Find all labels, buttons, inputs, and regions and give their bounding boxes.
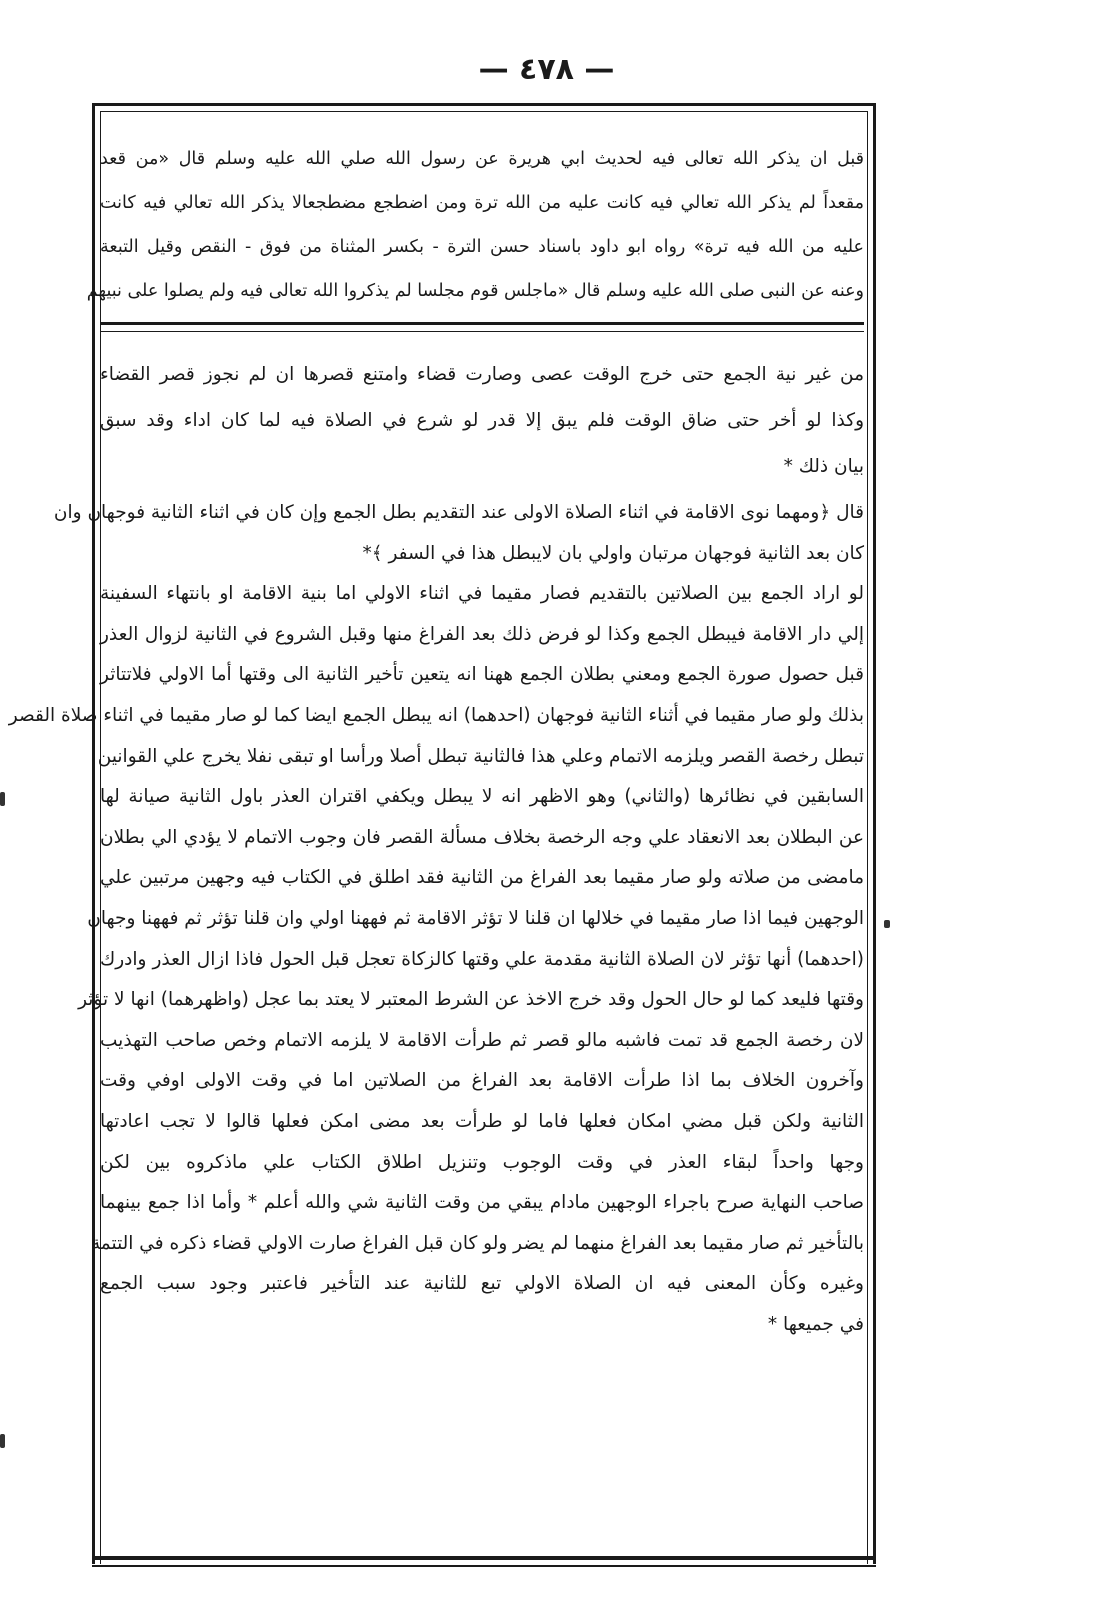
text-line: وعنه عن النبى صلى الله عليه وسلم قال «ماجلس قوم مجلسا لم يذكروا الله تعالى فيه ولم يصلوا على نبيهم [86,281,864,301]
main-text-block [8,493,864,1345]
section-divider [100,322,864,325]
bottom-rule-thin [92,1565,876,1567]
text-line: من غير نية الجمع حتى خرج الوقت عصى وصارت قضاء وامتنع قصرها ان لم نجوز قصر القضاء [100,364,864,385]
text-line: قال ﴿ومهما نوى الاقامة في اثناء الصلاة الاولى عند التقديم بطل الجمع وإن كان في اثناء الثانية فوجهان وان [53,502,864,523]
text-line: مامضى من صلاته ولو صار مقيما بعد الفراغ من الثانية فقد اطلق في الكتاب فيه وجهين مرتبين علي [100,867,864,889]
text-line: وآخرون الخلاف بما اذا طرأت الاقامة بعد الفراغ من الصلاتين اما في وقت الاولى اوفي وقت [100,1070,864,1092]
text-line: (احدهما) أنها تؤثر لان الصلاة الثانية مقدمة علي وقتها كالزكاة تعجل قبل الحول فاذا ازال العذر وادرك [100,948,864,970]
text-line: الوجهين فيما اذا صار مقيما في خلالها ان قلنا لا تؤثر الاقامة ثم فههنا اولي وان قلنا تؤثر ثم فههنا وجهان [87,907,864,929]
text-line: قبل حصول صورة الجمع ومعني بطلان الجمع ههنا انه يتعين تأخير الثانية الى وقتها أما الاولي فلاتتاثر [100,664,864,686]
page-number: — ٤٧٨ — [478,52,615,87]
scan-edge-mark [0,792,5,806]
section-divider-thin [100,331,864,332]
text-line: مقعداً لم يذكر الله تعالي فيه كانت عليه من الله ترة ومن اضطجع مضطجعالا يذكر الله تعالي فيه كانت [100,193,864,213]
text-line: وكذا لو أخر حتى ضاق الوقت فلم يبق إلا قدر لو شرع في الصلاة فيه لما كان اداء وقد سبق [100,410,864,431]
text-line: لان رخصة الجمع قد تمت فاشبه مالو قصر ثم طرأت الاقامة لا يلزمه الاتمام وخص صاحب التهذيب [100,1029,864,1051]
text-line: في جميعها * [767,1313,864,1335]
text-line: الثانية ولكن قبل مضي امكان فعلها فاما لو طرأت بعد مضى امكن فعلها قالوا لا تجب اعادتها [100,1110,864,1132]
text-line: عليه من الله فيه ترة» رواه ابو داود باسناد حسن الترة - بكسر المثناة من فوق - النقص وقيل التبعة [100,237,864,257]
scan-speck [884,920,890,928]
text-line: بيان ذلك * [783,456,864,477]
text-line: وغيره وكأن المعنى فيه ان الصلاة الاولي تبع للثانية عند التأخير فاعتبر وجود سبب الجمع [100,1273,864,1295]
text-line: عن البطلان بعد الانعقاد علي وجه الرخصة بخلاف مسألة القصر فان وجوب الاتمام لا يؤدي الي بطلان [100,826,864,848]
middle-text-block [100,352,864,490]
text-line: إلي دار الاقامة فيبطل الجمع وكذا لو فرض ذلك بعد الفراغ منها وقبل الشروع في الثانية لزوال العذر [100,623,864,645]
text-line: كان بعد الثانية فوجهان مرتبان واولي بان لايبطل هذا في السفر ﴾* [362,542,864,564]
text-line: لو اراد الجمع بين الصلاتين بالتقديم فصار مقيما في اثناء الاولي اما بنية الاقامة او بانتهاء السفينة [100,583,864,605]
text-line: قبل ان يذكر الله تعالى فيه لحديث ابي هريرة عن رسول الله صلي الله عليه وسلم قال «من قعد [100,149,864,169]
text-line: بذلك ولو صار مقيما في أثناء الثانية فوجهان (احدهما) انه يبطل الجمع ايضا كما لو صار مقيما في اثناء صلاة القصر [8,704,864,726]
text-line: السابقين في نظائرها (والثاني) وهو الاظهر انه لا يبطل ويكفي اقتران العذر باول الثانية صيانة لها [100,786,864,808]
text-line: وقتها فليعد كما لو حال الحول وقد خرج الاخذ عن الشرط المعتبر لا يعتد بما عجل (واظهرهما) انها لا تؤثر [78,989,864,1011]
text-line: صاحب النهاية صرح باجراء الوجهين مادام يبقي من وقت الثانية شي والله أعلم * وأما اذا جمع بينهما [100,1192,864,1214]
scan-edge-mark [0,1434,5,1448]
top-text-block [86,137,864,313]
text-line: بالتأخير ثم صار مقيما بعد الفراغ منهما لم يضر ولو كان قبل الفراغ صارت الاولي قضاء ذكره في التتمة [90,1232,864,1254]
text-line: تبطل رخصة القصر ويلزمه الاتمام وعلي هذا فالثانية تبطل أصلا ورأسا او تبقى نفلا يخرج علي القوانين [97,745,864,767]
text-line: وجها واحداً لبقاء العذر في وقت الوجوب وتنزيل اطلاق الكتاب علي ماذكروه بين لكن [100,1151,864,1173]
bottom-rule [92,1556,876,1560]
